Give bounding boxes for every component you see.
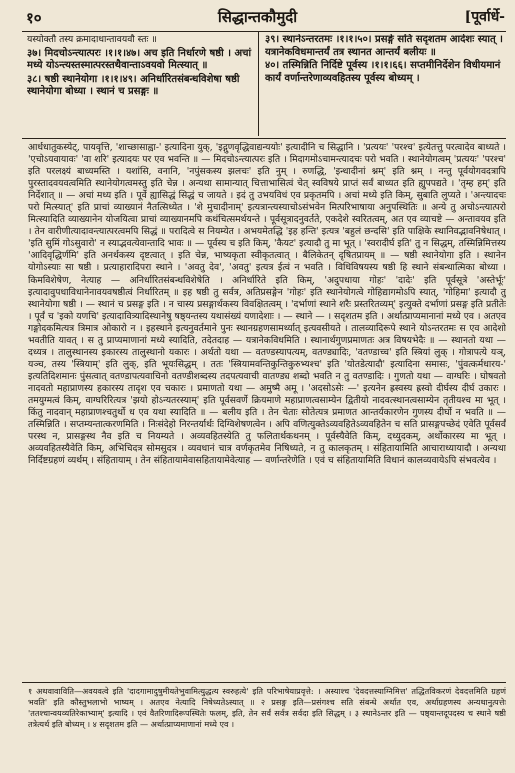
commentary-rule [22,138,506,139]
footnotes: १ अथवावाविति—अवयवत्वे इति 'दादगामादुषुमीयतेभुवामित्युद्धत्य स्वरुहत्ये' इति परिभाषेयाप्रवृत्ते: । अस्याश्च 'देवदत्तस्याग्निमित्त' तद्धितविकरणं देवदत्तमिति ग्रहणं भवति' इति कौस्तुभलाभो भाष्यम् । अतएव नेत्यादि निषेध्यतेऽस्यात् ॥ २ प्रसङ्ग इति—प्रसंगश्च सति संबन्धे अर्थात एव, अर्थाग्रहणस्य अन्यथानुत्पत्तेः 'ततश्चान्वयव्यतिरेकाभ्याम्' इत्यादि । एवं वैतरिणादिरूपस्थितेः फलम्, इति, तेन सर्वं सर्वत्र सर्वदा इति सिद्धम् । ३ स्थानेऽन्तर इति — पष्ठ्यान्तदूपदस्य च स्थाने षष्ठी तत्रेत्यर्थ इति बोध्यम् । ४ सदृशतम इति — अर्थात्प्राप्यमाणानां मध्ये एव । [28,686,506,729]
section-label: [पूर्वार्धे- [464,9,505,25]
column-divider [258,32,259,136]
sutra-text: ४०। तस्मिन्निति निर्दिष्टे पूर्वस्य ।१।१।६६। सप्तमीनिर्देशेन विधीयमानं कार्यं वर्णान्तरेणाव्यवहितस्य पूर्वस्य बोध्यम् । [265,60,501,84]
page-number: १० [26,9,42,27]
running-title: सिद्धान्तकौमुदी [217,8,298,26]
footnote-rule [22,682,506,683]
sutra-text: ३८। षष्ठी स्थानेयोगा ।१।१।४९। अनिर्धारितसंबन्धविशेषा षष्ठी स्थानेयोगा बोध्या । स्थानं च प्रसङ्गः ॥ [27,73,240,98]
page-header [0,0,515,30]
sutra-text: ३९। स्थानेऽन्तरतमः ।१।१।५०। प्रसङ्गे सति सदृशतम आदेशः स्यात् । यत्रानेकविधमान्तर्यं तत्र स्थानत आन्तर्यं बलीयः ॥ [265,34,503,58]
header-rule [22,31,506,32]
sutra-column-left [27,34,253,136]
sutra-column-right [265,34,505,136]
sutra-text: ३७। मिदचोऽन्त्यात्परः ।१।१।४७। अच इति निर्धारणे षष्ठी । अचां मध्ये योऽन्त्यस्तस्मात्परस्तथैवान्ताऽवयवो मित्स्यात् ॥ [27,47,252,72]
sutra-text: यस्योक्तौ तस्य क्रमादाधान्तावयवौ स्तः ॥ [27,34,157,45]
commentary-text: आर्धधातुकस्येट्, पायवृत्ति, 'शाच्छासाह्वा-' इत्यादिना युक्, 'इद्गुणवृद्धिवाद्यन्ययोः' इत्यादीनि च सिद्धानि । 'प्रत्ययः' 'परश्च' इत्येतत्तु परत्वादेव बाध्यते । 'एचोऽयवायावः' 'वा शरि' इत्यादयः पर एव भवन्ति ॥ — मिदचोऽन्त्यात्परः इति । मिदागमोऽचामन्त्यादचः परो भवति । स्थानेयोगत्वम् 'प्रत्ययः' 'परश्च' इति परलक्ष्यं बाध्यमस्ति । यशांसि, वनानि, 'नपुंसकस्य झलचः' इति नुम् । रुणद्धि, 'इन्धादीनां श्नम्' इति श्नम् । नन्तु पूर्वयोगवदत्रापि पुरस्तादवयवत्वमिति स्थानेयोगत्वमस्तु इति चेन्न । अन्यथा सामान्यात् चित्ताभासित्वं चेत् स्वविषये प्राप्तं सर्वं बाध्यत इति ह्युपपद्यते । 'तृम्ह हम्' इति निर्देशात् ॥ — अचां मध्य इति । पूर्वे ह्यासिद्धं सिद्धं च जायते । इदं तु उभयविधं एव प्रकृतमपि । अचां मध्ये इति किम्, सुबाति लुप्यते । 'अन्त्यादचः परो मित्स्यात्' इति प्राचां व्याख्यानं नैतत्सिध्येत । 'शे मुचादीनाम्' इत्यत्रान्त्यस्याचोऽसंभवेन मित्परिभाषाया अनुपस्थितिः ॥ अन्ये तु अचोऽन्त्यात्परो मित्स्यादिति व्याख्यानेन योजयित्वा प्राचां व्याख्यानमपि कथंचित्समर्थयन्ते । पूर्वसूत्रादनुवर्तते, एकदेशे स्वरितत्वम्, अत एव व्याचष्टे — अन्तावयव इति । तेन वारीणीत्यादावन्त्यात्परत्वमपि सिद्धं ॥ परादित्वे स नियम्येत । अभयमेतद्धि 'इह हन्ति' इत्यत्र 'बहुलं छन्दसि' इति पाक्षिके स्थानिवद्भावनिषेधात् । 'इति सुमिं गोऽसुवारो' न स्याद्भवत्येवान्तादि भावः ॥ — पूर्वस्य च इति किम्, 'कैयट' इत्यादौ तु मा भूत् । 'स्वरादीर्घ इति' तु न सिद्धम्, तस्मिन्निमित्तस्य 'आदिवृद्धिर्णमि' इति अनर्थकस्य दृष्टत्वात् । इति चेन्न, भाष्यकृता स्वीकृतत्वात् । बैलिकेतन् दृषितप्रायम् ॥ — षष्ठी स्थानेयोगा इति । स्थानेन योगोऽस्याः सा षष्ठी । प्रत्याहारादिपरा स्थाने । 'अवतु देव', 'अवतु' इत्यत्र ईत्वं न भवति । विधिविषयस्य षष्ठी हि स्थाने संबन्धात्मिका बोध्या । किमविशेषेण, नेत्याह — अनिर्धारितसंबन्धविशेषेति । अनिर्धारिते इति किम्, 'अदुपधाया गोहः' 'दादेः' इति पूर्वसूत्रे 'अस्तेर्भूः' इत्यादावुपधाविधानेनावयवषष्ठीत्वं निर्धारितम् ॥ इह षष्ठी तु सर्वत्र, अतिप्रसङ्गेन 'गोहः' इति स्थानेयोगत्वे गोहिद्यागमोऽपि स्यात्, 'गोहिमा' इत्यादौ तु स्थानेयोगा षष्ठी । — स्थानं च प्रसङ्ग इति । न चास्य प्रसङ्गार्थकस्य विवक्षितत्वम् । 'दर्भाणां स्थाने शरैः प्रस्तरितव्यम्' इत्युक्ते दर्भाणां प्रसङ्ग इति प्रतीतेः । पूर्वं च 'इको यणचि' इत्यादावित्र्यादिस्थानेषु षष्ठ्यन्तस्य यथासंख्यं यणादेशाः । — स्थाने — । सदृशतम इति । अर्थात्प्राप्यमानानां मध्ये एव । अतएव गङ्गोदकमित्यत्र त्रिमात्र ओकारो न । इहस्थाने इत्यनुवर्तमाने पुनः स्थानग्रहणसामर्थ्यात् इत्यवसीयते । तालव्यादिरूपे स्थाने योऽन्तरतमः स एव आदेशो भवतीति यावत् । स तु प्राप्यमाणानां मध्ये स्यादिति, तदेतदाह — यत्रानेकविधमिति । स्थानार्थगुणप्रमाणतः अत्र विषयभेदैः ॥ — स्थानतो यथा — दध्यत्र । तालुस्थानस्य इकारस्य तालुस्थानो यकारः । अर्थतो यथा — वतण्डस्यापत्यम्, वतण्ड्यादिः, 'वतण्डाच्च' इति स्त्रियां लुक् । गोत्रापत्ये यञ्, यञ्च, तस्य 'स्त्रियाम्' इति लुक्, इति भूयःसिद्धम् । ततः 'स्त्रियामवन्तिकुन्तिकुरुभ्यश्च' इति 'योतडेत्यादौ' इत्यादिना समासः, 'पुंवत्कर्मधारय-' इत्यतिदिशमानः पुंसत्वात् वतण्डापत्यवाचिनो वतण्डीशब्दस्य तदपत्यवाची वातण्ड्य शब्दो भवति न तु वतण्डादिः । गुणतो यथा — वाग्घरिः । घोषवतो नादवतो महाप्राणस्य हकारस्य तादृश एव चकारः । प्रमाणतो यथा — अमुष्मै अमू । 'अदसोऽसेः —' इत्यनेन ह्रस्वस्य ह्रस्वो दीर्घस्य दीर्घ उकारः । तमयुग्मत्वं किम्, वाग्घरिरित्यत्र 'झयो होऽन्यतरस्याम्' इति पूर्वसवर्णे क्रियमाणे महाप्राणत्वसाम्येन द्वितीयो नादवत्स्थानत्वसाम्येन तृतीयश्च मा भूत् । किंतु नादवान् महाप्राणश्चतुर्थो ध एव यथा स्यादिति ॥ — बलीय इति । तेन चेताः सोतेत्यत्र प्रमाणत आन्तर्यकारणेन गुणस्य दीर्घो न भवति ॥ — तस्मिन्निति । सप्तम्यन्तात्करणमिति । निःसंदेहो निरन्तर्यार्थः दिग्विशेषणत्वेन । अपि वणित्युक्तेऽव्यवहितेऽव्यवहितेन च सति प्रासङ्गपच्छेदं एवेति पूर्वसर्वं परस्थ न, प्रासङ्गस्थ नैव इति च नियम्यते । अव्यवहितस्येति तु फलितार्थकथनम् । पूर्वस्यैवेति किम्, दध्युदकम्, अर्थोकारस्य मा भूत् । अव्यवहितस्यैवेति किम्, अभिचिदत्र सोमसुदत्र । व्यवधानं चात्र वर्णकृतमेव निषिध्यते, न तु कालकृतम् । संहितायामिति आचाराध्यायादौ । अन्यथा निर्दिष्टग्रहणं व्यर्थम् । संहितायाम् । तेन संहितायामेवासहितायामेवेत्याह — वर्णान्तरेणेति । एवं च संहितायामिति विधानं कालव्यवायेऽपि संभवत्येव । [28,142,506,467]
